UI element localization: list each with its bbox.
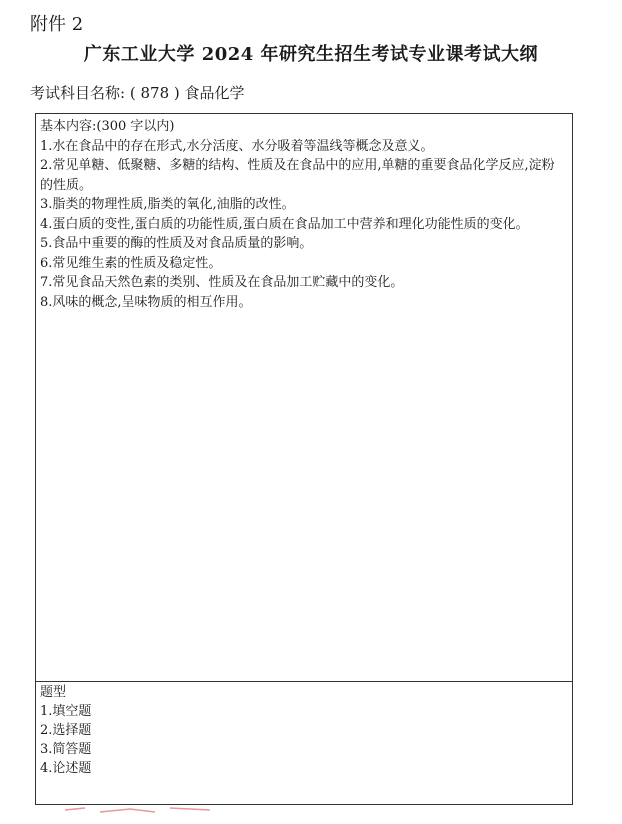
subject-line xyxy=(30,82,245,103)
subject-name: 食品化学 xyxy=(184,84,245,102)
red-stamp-marks xyxy=(60,800,220,820)
question-type-item: 3.简答题 xyxy=(40,742,92,757)
content-item: 4.蛋白质的变性,蛋白质的功能性质,蛋白质在食品加工中营养和理化功能性质的变化。 xyxy=(40,216,529,232)
content-item: 2.常见单糖、低聚糖、多糖的结构、性质及在食品中的应用,单糖的重要食品化学反应,淀粉的性质。 xyxy=(40,158,555,193)
content-item: 7.常见食品天然色素的类别、性质及在食品加工贮藏中的变化。 xyxy=(40,275,404,290)
question-types-heading: 题型 xyxy=(40,685,67,700)
attachment-label: 附件 2 xyxy=(30,14,84,35)
basic-content-heading: 基本内容:(300 字以内) xyxy=(40,119,175,134)
question-type-item: 2.选择题 xyxy=(40,723,92,738)
basic-content-section xyxy=(40,117,566,312)
document-title: 广东工业大学 2024 年研究生招生考试专业课考试大纲 xyxy=(83,44,539,65)
subject-code-close: ) xyxy=(173,84,180,102)
subject-code-open: ( xyxy=(129,84,136,102)
content-item: 8.风味的概念,呈味物质的相互作用。 xyxy=(40,294,252,310)
content-item: 1.水在食品中的存在形式,水分活度、水分吸着等温线等概念及意义。 xyxy=(40,138,434,154)
question-type-item: 1.填空题 xyxy=(40,704,92,719)
content-item: 5.食品中重要的酶的性质及对食品质量的影响。 xyxy=(40,236,313,251)
content-item: 6.常见维生素的性质及稳定性。 xyxy=(40,255,222,271)
question-types-section xyxy=(40,683,91,778)
question-type-item: 4.论述题 xyxy=(40,761,92,776)
subject-label: 考试科目名称: xyxy=(30,84,126,102)
content-frame xyxy=(35,113,573,805)
content-item: 3.脂类的物理性质,脂类的氧化,油脂的改性。 xyxy=(40,197,295,212)
section-divider xyxy=(36,681,572,682)
subject-code: 878 xyxy=(140,84,170,102)
